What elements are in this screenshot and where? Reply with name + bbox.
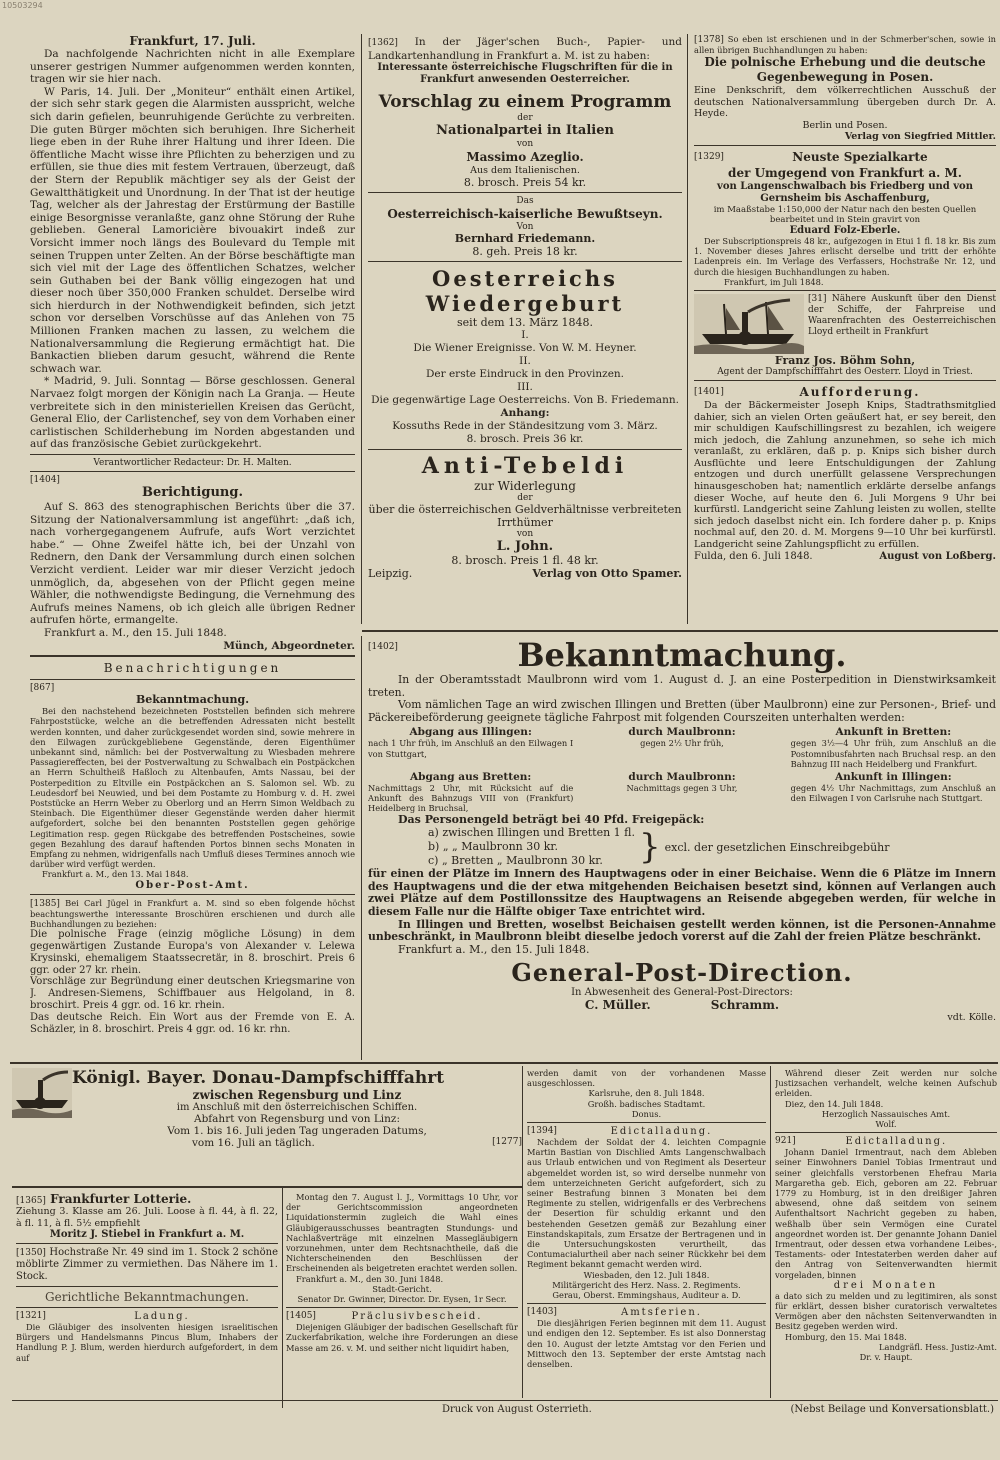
ad-signature: August von Loßberg.: [879, 550, 996, 562]
notice-paragraph: In Illingen und Bretten, woselbst Beichaisen gestellt werden können, ist die Personen-Annahme unbeschränkt, in Maulbronn bleibt dieselbe jedoch vorerst auf die Zahl der freien Plätze beschränkt.: [368, 917, 996, 944]
book-subtitle: seit dem 13. März 1848.: [457, 316, 593, 330]
column-rule: [282, 1188, 283, 1408]
ad-ref: [1403]: [527, 1307, 557, 1318]
ad-place: Berlin und Posen.: [802, 119, 888, 131]
book-item: Das deutsche Reich. Ein Wort aus der Fremde von E. A. Schäzler, in 8. broschirt. Preis 4 ggr. od. 16 kr. rhn.: [30, 1011, 355, 1035]
ad-body: Ziehung 3. Klasse am 26. Juli. Loose à fl. 44, à fl. 22, à fl. 11, à fl. 5½ empfiehlt: [16, 1206, 278, 1229]
ad-date: Homburg, den 15. Mai 1848.: [785, 1331, 907, 1342]
book-note: Aus dem Italienischen.: [470, 165, 580, 177]
horizontal-rule: [10, 1062, 998, 1064]
ad-signature: Gerau, Oberst. Emmingshaus, Auditeur a. D.: [552, 1290, 741, 1301]
toc-entry: Der erste Eindruck in den Provinzen.: [425, 368, 625, 381]
ad-ref: [1402]: [368, 642, 398, 652]
ad-route: zwischen Regensburg und Linz: [192, 1088, 402, 1102]
ad-scale: im Maaßstabe 1:150,000 der Natur nach den besten Quellen bearbeitet und in Stein gravirt von: [713, 204, 977, 225]
book-title: Anti-Tebeldi: [421, 453, 629, 480]
column-rule: [522, 1066, 523, 1398]
ad-body: Der Subscriptionspreis 48 kr., aufgezogen in Etui 1 fl. 18 kr. Bis zum 1. November dieses Jahres erlischt derselbe und tritt der erhöhte Ladenpreis ein. Im Verlage des Verfassers, Hochstraße Nr. 12, und durch die hiesigen Buchhandlungen zu haben.: [694, 235, 996, 277]
schedule-text: nach 1 Uhr früh, im Anschluß an den Eilwagen I von Stuttgart,: [368, 738, 574, 759]
book-price: 8. brosch. Preis 54 kr.: [463, 176, 587, 190]
ad-ref: [1378]: [694, 35, 724, 45]
ad-body: Montag den 7. August l. J., Vormittags 10 Uhr, vor der Gerichtscommission angeordneten Liquidationstermin zugleich die Wahl eines Gläubigerausschusses beantragten Stundungs- und Nachlaßverträge mit einzelnen Massegläubigern vorzunehmen, unter dem Rechtsnachtheile, daß die Nichterscheinenden den Beschlüssen der Erscheinenden als beigetreten erachtet werden sollen.: [286, 1192, 518, 1274]
ad-signature: Donus.: [631, 1108, 662, 1119]
ad-body: Während dieser Zeit werden nur solche Justizsachen verhandelt, welche keinen Aufschub erleiden.: [775, 1068, 997, 1099]
donau-ad: [72, 1068, 522, 1188]
ad-body: Nähere Auskunft über den Dienst der Schiffe, der Fahrpreise und Waarenfrachten des Oesterreichischen Lloyd ertheilt in Frankfurt: [808, 293, 996, 337]
ad-author: Eduard Folz-Eberle.: [789, 224, 901, 236]
schedule-heading: Ankunft in Bretten:: [835, 726, 952, 739]
ad-court: Militärgericht des Herz. Nass. 2. Regiments.: [552, 1279, 741, 1290]
footer: [12, 1404, 998, 1424]
ad-title: Edictalladung.: [610, 1126, 713, 1138]
ad-signature: Moritz J. Stiebel in Frankfurt a. M.: [49, 1229, 245, 1240]
column-rule: [687, 34, 688, 624]
ad-firm: Franz Jos. Böhm Sohn,: [774, 353, 916, 367]
book-author: Bernhard Friedemann.: [454, 232, 596, 246]
ad-connection: im Anschluß mit den österreichischen Schiffen.: [176, 1102, 418, 1113]
column-1: [30, 34, 355, 1060]
ad-title: Die polnische Erhebung und die deutsche Gegenbewegung in Posen.: [704, 55, 986, 85]
schedule-heading: durch Maulbronn:: [628, 726, 736, 739]
book-connector: Das: [516, 196, 534, 207]
ad-ref: [1405]: [286, 1311, 316, 1322]
fare-intro: Das Personengeld beträgt bei 40 Pfd. Freigepäck:: [398, 812, 705, 826]
toc-number: I.: [521, 329, 529, 342]
ad-intro: In der Jäger'schen Buch-, Papier- und Landkartenhandlung in Frankfurt a. M. ist zu haben:: [368, 36, 682, 62]
schedule-heading: durch Maulbronn:: [628, 770, 736, 783]
ad-signature: Ober-Post-Amt.: [135, 879, 250, 891]
ad-body: Eine Denkschrift, dem völkerrechtlichen Ausschuß der deutschen Nationalversammlung übergeben durch Dr. A. Heyde.: [694, 85, 996, 120]
column-rule: [361, 636, 362, 1060]
ad-ref: [1362]: [368, 38, 398, 48]
ad-ref: [31]: [808, 293, 827, 304]
ad-title: Amtsferien.: [620, 1307, 702, 1319]
book-place: Leipzig.: [368, 567, 413, 581]
schedule-text: gegen 4½ Uhr Nachmittags, zum Anschluß an den Eilwagen I von Carlsruhe nach Stuttgart.: [790, 782, 996, 804]
toc-appendix: Kossuths Rede in der Ständesitzung vom 3. März.: [392, 420, 658, 433]
book-subtitle: zur Widerlegung: [474, 479, 576, 494]
schedule-text: gegen 3½—4 Uhr früh, zum Anschluß an die Postomnibusfahrten nach Bruchsal resp. an den Bahnzug III nach Heidelberg und Frankfurt.: [790, 738, 996, 769]
book-author: Massimo Azeglio.: [466, 150, 584, 165]
supplement-note: (Nebst Beilage und Konversationsblatt.): [790, 1404, 994, 1415]
ad-title: Bekanntmachung.: [135, 693, 250, 707]
ad-date: Frankfurt a. M., den 13. Mai 1848.: [42, 869, 189, 880]
fare-line: b) „ „ Maulbronn 30 kr.: [428, 840, 558, 854]
ad-ref: [1401]: [694, 386, 724, 397]
printer-line: Druck von August Osterrieth.: [442, 1404, 592, 1415]
ad-publisher: Verlag von Siegfried Mittler.: [844, 130, 996, 142]
ad-date: Frankfurt a. M., den 30. Juni 1848.: [296, 1273, 444, 1284]
schedule-row: [368, 771, 996, 814]
ad-court: Herzoglich Nassauisches Amt.: [821, 1108, 951, 1119]
ad-body: Diejenigen Gläubiger der badischen Gesellschaft für Zuckerfabrikation, welche ihre Forderungen an diese Masse am 26. v. M. und seither nicht liquidirt haben,: [286, 1322, 518, 1353]
toc-entry: Die Wiener Ereignisse. Von W. M. Heyner.: [413, 342, 637, 355]
fare-table: [368, 826, 996, 868]
section-title: Benachrichtigungen: [103, 661, 282, 676]
book-item: Die polnische Frage (einzig mögliche Lösung) in dem gegenwärtigen Zustande Europa's von Alexander v. Lelewa Krysinski, ehemaligem Staatssecretär, in 8. broschirt. Preis 6 ggr. oder 27 kr. rhein.: [30, 929, 355, 976]
ad-ref: [1350]: [16, 1248, 46, 1258]
news-paragraph: * Madrid, 9. Juli. Sonntag — Börse geschlossen. General Narvaez folgt morgen der Königin nach La Granja. — Heute verbreitete sich in den ministeriellen Kreisen das Gerücht, General Elio, der Carlistenchef, sey von dem Vorhaben einer carlistischen Schilderhebung im Norden abgestanden und auf das französische Gebiet zurückgekehrt.: [30, 375, 355, 451]
ad-place: Fulda, den 6. Juli 1848.: [694, 550, 813, 562]
ad-body: Die Gläubiger des insolventen hiesigen israelitischen Bürgers und Handelsmanns Pincus Blum, Inhabers der Handlung P. J. Blum, werden hierdurch aufgefordert, in dem auf: [16, 1322, 278, 1363]
ad-date: Diez, den 14. Juli 1848.: [785, 1098, 884, 1109]
ad-date: Karlsruhe, den 8. Juli 1848.: [588, 1088, 705, 1099]
ad-subtitle: von Langenschwalbach bis Friedberg und von Gernsheim bis Aschaffenburg,: [717, 180, 973, 204]
book-publisher: Verlag von Otto Spamer.: [532, 567, 682, 581]
book-price: 8. geh. Preis 18 kr.: [472, 245, 578, 259]
post-notice: [368, 636, 996, 1060]
ad-intro: So eben ist erschienen und in der Schmerber'schen, sowie in allen übrigen Buchhandlungen zu haben:: [694, 34, 996, 56]
notice-signature-title: General-Post-Direction.: [511, 958, 853, 988]
bottom-column-left: [16, 1192, 278, 1402]
section-title: Gerichtliche Bekanntmachungen.: [45, 1290, 249, 1304]
horizontal-rule: [12, 1400, 998, 1401]
book-subtitle: Nationalpartei in Italien: [436, 123, 614, 139]
ad-dates: vom 16. Juli an täglich.: [192, 1137, 315, 1149]
ad-ref: [1404]: [30, 475, 60, 485]
horizontal-rule: [362, 630, 998, 632]
ad-ref: [867]: [30, 683, 55, 694]
ad-ref: [1329]: [694, 151, 724, 162]
ad-date: Wiesbaden, den 12. Juli 1848.: [583, 1269, 710, 1280]
scan-id: 10503294: [2, 1, 43, 10]
ad-body: Die diesjährigen Ferien beginnen mit dem 11. August und endigen den 12. September. Es ist also Donnerstag den 10. August der letzte Amtstag vor den Ferien und Mittwoch den 13. September der erste Amtstag nach denselben.: [527, 1318, 766, 1370]
ad-ref: [1394]: [527, 1126, 557, 1137]
ad-ref: [1365]: [16, 1196, 46, 1206]
ad-title: Edictalladung.: [845, 1136, 948, 1148]
notice-paragraph: für einen der Plätze im Innern des Hauptwagens oder in einer Beichaise. Wenn die 6 Plätze im Innern des Hauptwagens und die der etwa mitgehenden Beichaisen besetzt sind, können auf Verlangen auch zwei Plätze auf dem Postillonssitze des Hauptwagens an Reisende abgegeben werden, für welche in diesem Falle nur die Hälfte obiger Taxe entrichtet wird.: [368, 867, 996, 918]
toc-entry: Die gegenwärtige Lage Oesterreichs. Von B. Friedemann.: [371, 394, 679, 407]
ad-term: drei Monaten: [833, 1279, 939, 1291]
ad-signature: Wolf.: [875, 1119, 897, 1130]
ad-signature: Dr. v. Haupt.: [859, 1352, 913, 1363]
editor-line: Verantwortlicher Redacteur: Dr. H. Malten.: [93, 458, 292, 468]
toc-number: III.: [517, 381, 533, 394]
bottom-column-d: [775, 1068, 997, 1402]
ad-title: Königl. Bayer. Donau-Dampfschifffahrt: [72, 1068, 445, 1088]
ad-ref: [1277]: [492, 1137, 522, 1147]
book-description: über die österreichischen Geldverhältnisse verbreiteten Irrthümer: [368, 503, 682, 530]
book-author: L. John.: [496, 539, 554, 555]
schedule-text: gegen 2½ Uhr früh,: [640, 738, 724, 749]
ad-title: Präclusivbescheid.: [351, 1311, 483, 1323]
toc: [368, 329, 682, 446]
ad-date: Frankfurt, im Juli 1848.: [724, 276, 824, 287]
signatory: C. Müller.: [584, 998, 651, 1013]
ad-signature: Münch, Abgeordneter.: [223, 639, 355, 652]
book-title: Vorschlag zu einem Programm: [378, 92, 672, 113]
ad-ref: [1385]: [30, 898, 60, 909]
steamboat-icon: [12, 1068, 72, 1118]
ad-body: Nachdem der Soldat der 4. leichten Compagnie Martin Bastian von Dischlied Amts Langenschwalbach aus Urlaub entwichen und von Regiment als Deserteur abgemeldet worden ist, so wird derselbe nunmehr von dem unterzeichneten Gericht aufgefordert, sich zu seiner Bestrafung binnen 3 Monaten bei dem Regimente zu stellen, widrigenfalls er des Verbrechens der Desertion für schuldig erkannt und den bestehenden Gesetzen gemäß zur Bezahlung einer Einstandskapitals, zum Ersatze der Bertragenen und in die Untersuchungskosten verurtheilt, das Contumacialurtheil aber nach seiner Rückkehr bei dem Regiment bekannt gemacht werden wird.: [527, 1137, 766, 1270]
ad-dates: Vom 1. bis 16. Juli jeden Tag ungeraden Datums,: [167, 1125, 427, 1137]
ad-title: Berichtigung.: [142, 485, 243, 500]
ad-body: a dato sich zu melden und zu legitimiren, als sonst für erklärt, dessen bisher curatorisch verwaltetes Vermögen aber den nächsten Seitenverwandten in Besitz gegeben werden wird.: [775, 1290, 997, 1332]
ad-body: Da der Bäckermeister Joseph Knips, Stadtrathsmitglied dahier, sich an vielen Orten geäußert hat, er sey bereit, den mir schuldigen Kaufschillingsrest zu bezahlen, ich weigere mich jedoch, die Zahlung anzunehmen, so sehe ich mich veranlaßt, zu erklären, daß p. p. Knips sich bisher durch Ausflüchte und leere Entschuldigungen der Zahlung entzogen und durch unerfüllt gelassene Versprechungen hinausgeschoben hat; namentlich erklärte derselbe anfangs dieser Woche, auf heute den 6. Juli Morgens 9 Uhr bei kurfürstl. Landgericht seine Zahlung leisten zu wollen, stellte sich jedoch daselbst nicht ein. Ich fordere daher p. p. Knips nochmal auf, den 20. d. M. Morgens 9—10 Uhr bei kurfürstl. Landgericht seine Zahlungspflicht zu erfüllen.: [694, 399, 996, 551]
book-connector: der: [517, 113, 533, 124]
notice-paragraph: Vom nämlichen Tage an wird zwischen Illingen und Bretten (über Maulbronn) eine zur Personen-, Brief- und Päckereibeförderung geeignete tägliche Fahrpost mit folgenden Courszeiten unterhalten werden:: [368, 698, 996, 724]
book-connector: der: [517, 493, 533, 504]
toc-number: II.: [519, 355, 531, 368]
fare-line: c) „ Bretten „ Maulbronn 30 kr.: [428, 854, 603, 868]
column-2: [368, 36, 682, 626]
ad-intro: Bei Carl Jügel in Frankfurt a. M. sind so eben folgende höchst beachtungswerthe interessante Broschüren erschienen und durch alle Buchhandlungen zu beziehen:: [30, 897, 355, 929]
ad-court: Landgräfl. Hess. Justiz-Amt.: [879, 1341, 997, 1352]
notice-absence: In Abwesenheit des General-Post-Directors:: [571, 987, 793, 999]
ad-agent: Agent der Dampfschifffahrt des Oesterr. Lloyd in Triest.: [717, 366, 973, 377]
notice-paragraph: In der Oberamtsstadt Maulbronn wird vom 1. August d. J. an eine Posterpedition in Dienstwirksamkeit treten.: [368, 673, 996, 699]
signatory: Schramm.: [710, 998, 780, 1013]
fare-note: excl. der gesetzlichen Einschreibgebühr: [664, 840, 890, 854]
ad-body: Johann Daniel Irmentraut, nach dem Ableben seiner Einwohners Daniel Tobias Irmentraut und seiner gleichfalls verstorbenen Ehefrau Maria Margaretha geb. Eich, geboren am 22. Februar 1779 zu Homburg, ist in den dreißiger Jahren abwesend, ohne daß seitdem von seinem Aufenthaltsort Nachricht gegeben zu haben, weßhalb über sein Vermögen eine Curatel angeordnet worden ist. Der genannte Johann Daniel Irmentraut, oder dessen etwa vorhandene Leibes-, Testaments- oder Intestaterben werden daher auf den Antrag von Seitenverwandten hiermit vorgeladen, binnen: [775, 1147, 997, 1280]
book-title: Oesterreichisch-kaiserliche Bewußtseyn.: [387, 207, 663, 222]
book-price: 8. brosch. Preis 1 fl. 48 kr.: [451, 554, 599, 568]
book-item: Vorschläge zur Begründung einer deutschen Kriegsmarine von J. Andresen-Siemens, Schiffbauer aus Helgoland, in 8. broschirt. Preis 4 ggr. od. 16 kr. rhein.: [30, 976, 355, 1011]
bottom-column-c: [527, 1068, 766, 1402]
ad-title: der Umgegend von Frankfurt a. M.: [728, 165, 962, 180]
horizontal-rule: [12, 1186, 522, 1188]
book-connector: Von: [516, 222, 534, 233]
book-price: 8. brosch. Preis 36 kr.: [466, 433, 584, 446]
notice-date: Frankfurt a. M., den 15. Juli 1848.: [398, 942, 590, 956]
ad-ref: [1321]: [16, 1311, 46, 1321]
notice-title: Bekanntmachung.: [517, 636, 847, 674]
ad-title: Neuste Spezialkarte: [792, 149, 928, 164]
fare-line: a) zwischen Illingen und Bretten 1 fl.: [428, 826, 635, 840]
book-title: Oesterreichs Wiedergeburt: [425, 266, 625, 317]
schedule-heading: Abgang aus Illingen:: [409, 726, 532, 739]
ad-body: Hochstraße Nr. 49 sind im 1. Stock 2 schöne möblirte Zimmer zu vermiethen. Das Nähere im 1. Stock.: [16, 1247, 278, 1282]
ad-date: Frankfurt a. M., den 15. Juli 1848.: [44, 626, 227, 639]
ad-body: werden damit von der vorhandenen Masse ausgeschlossen.: [527, 1068, 766, 1089]
ad-title: Frankfurter Lotterie.: [50, 1192, 192, 1206]
brace: }: [639, 827, 661, 868]
column-rule: [361, 34, 362, 624]
ad-body: Auf S. 863 des stenographischen Berichts über die 37. Sitzung der Nationalversammlung ist angeführt: „daß ich, nach vorhergegangenem Aufrufe, aufs Wort verzichtet habe.“ — Ohne Zweifel hätte ich, bei der Unzahl von Rednern, den Dank der Versammlung durch einen solchen Verzicht verdient. Leider war mir dieser Verzicht jedoch unmöglich, da, abgesehen von der Pflicht gegen meine Wähler, die nothwendigste Bedingung, die Vernehmung des Aufrufs meines Namens, ob ich gleich alle übrigen Redner aufrufen hörte, ermangelte.: [30, 501, 355, 627]
news-paragraph: Da nachfolgende Nachrichten nicht in alle Exemplare unserer gestrigen Nummer aufgenommen werden konnten, tragen wir sie hier nach.: [30, 48, 355, 86]
ad-title: Aufforderung.: [799, 384, 921, 399]
schedule-text: Nachmittags 2 Uhr, mit Rücksicht auf die Ankunft des Bahnzugs VIII von (Frankfurt) Heidelberg in Bruchsal,: [368, 782, 574, 814]
steamship-icon: [694, 294, 804, 354]
toc-appendix-label: Anhang:: [500, 407, 550, 420]
bottom-column-mid: [286, 1192, 518, 1402]
schedule-text: Nachmittags gegen 3 Uhr,: [626, 782, 738, 793]
notice-vdt: vdt. Kölle.: [947, 1012, 996, 1024]
ad-court: Großh. badisches Stadtamt.: [587, 1098, 706, 1109]
ad-ref: 921]: [775, 1136, 796, 1147]
column-3: [694, 34, 996, 626]
column-rule: [770, 1066, 771, 1398]
ad-subtitle: Interessante österreichische Flugschriften für die in Frankfurt anwesenden Oesterreicher.: [377, 62, 673, 86]
schedule-heading: Ankunft in Illingen:: [834, 770, 952, 783]
schedule-heading: Abgang aus Bretten:: [410, 770, 532, 783]
news-paragraph: W Paris, 14. Juli. Der „Moniteur“ enthält einen Artikel, der sich sehr stark gegen die Alarmisten ausspricht, welche sich darin gefielen, beunruhigende Gerüchte zu verbreiten. Die guten Bürger möchten sich beruhigen. Ihre Sicherheit liege eben in der Ruhe ihrer Haltung und ihrer Ideen. Die öffentliche Macht wisse ihre Pflichten zu beherzigen und zu erfüllen, sie thue dies mit festem Vertrauen, überzeugt, daß der Stern der Republik mächtiger sey als der Geist der Gewaltthätigkeit und Unordnung. In der That ist der heutige Tag, welcher als der Jahrestag der Erstürmung der Bastille einige Besorgnisse veranlaßte, ganz ohne Störung der Ruhe geblieben. General Lamoricière bivouakirt indeß zur Vorsicht immer noch längs des Boulevard du Temple mit seinen Truppen unter Zelten. An der Börse beschäftigte man sich viel mit der Lage des öffentlichen Schatzes, welcher sein Guthaben bei der Bank völlig eingezogen hat und dieser noch über 350,000 Franken schuldet. Derselbe wird sich hierdurch in der Nothwendigkeit befinden, sich jetzt schon vor derselben Vorschüsse auf das Anlehen von 75 Millionen Franken machen zu lassen, zu welchem die Nationalversammlung die Regierung ermächtigt hat. Die Bankactien blieben darum gesucht, während die Rente schwach war.: [30, 85, 355, 375]
ad-body: Bei den nachstehend bezeichneten Poststellen befinden sich mehrere Fahrpoststücke, welche an die betreffenden Adressaten nicht bestellt werden konnten, und daher zurückgesendet worden sind, sowie mehrere in den Eilwagen zurückgebliebene Gegenstände, deren Eigenthümer unbekannt sind, nämlich: bei der Postverwaltung zu Wiesbaden mehrere Passagiereffecten, bei der Postverwaltung zu Schwalbach ein Postpäckchen an Herrn Schultheiß Haßloch zu Altenbaufen, Amts Nassau, bei der Posterpedition zu Eltville ein Postpäckchen an S. Salomon sel. Wb. zu Leudesdorf bei Neuwied, und bei dem Postamte zu Homburg v. d. H. zwei Poststücke an Herrn Weber zu Oberlorg und an Herrn Simon Weldbach zu Steinbach. Die Eigenthümer dieser Gegenstände werden daher hiermit aufgefordert, solche bei den benannten Poststellen gegen gehörige Legitimation resp. gegen Rückgabe des betreffenden Postscheines, sowie gegen Bezahlung des darauf haftenden Portos binnen sechs Monaten in Empfang zu nehmen, widrigenfalls nach Umfluß dieses Termines annoch wie darüber wird verfügt werden.: [30, 706, 355, 870]
ad-departure: Abfahrt von Regensburg und von Linz:: [193, 1113, 400, 1125]
book-connector: von: [516, 139, 534, 150]
ad-court: Stadt-Gericht.: [372, 1283, 432, 1294]
book-connector: von: [516, 529, 534, 540]
dateline: Frankfurt, 17. Juli.: [129, 34, 256, 48]
schedule-row: [368, 726, 996, 769]
ad-signature: Senator Dr. Gwinner, Director. Dr. Eysen, 1r Secr.: [297, 1294, 507, 1305]
ad-title: Ladung.: [134, 1311, 190, 1322]
